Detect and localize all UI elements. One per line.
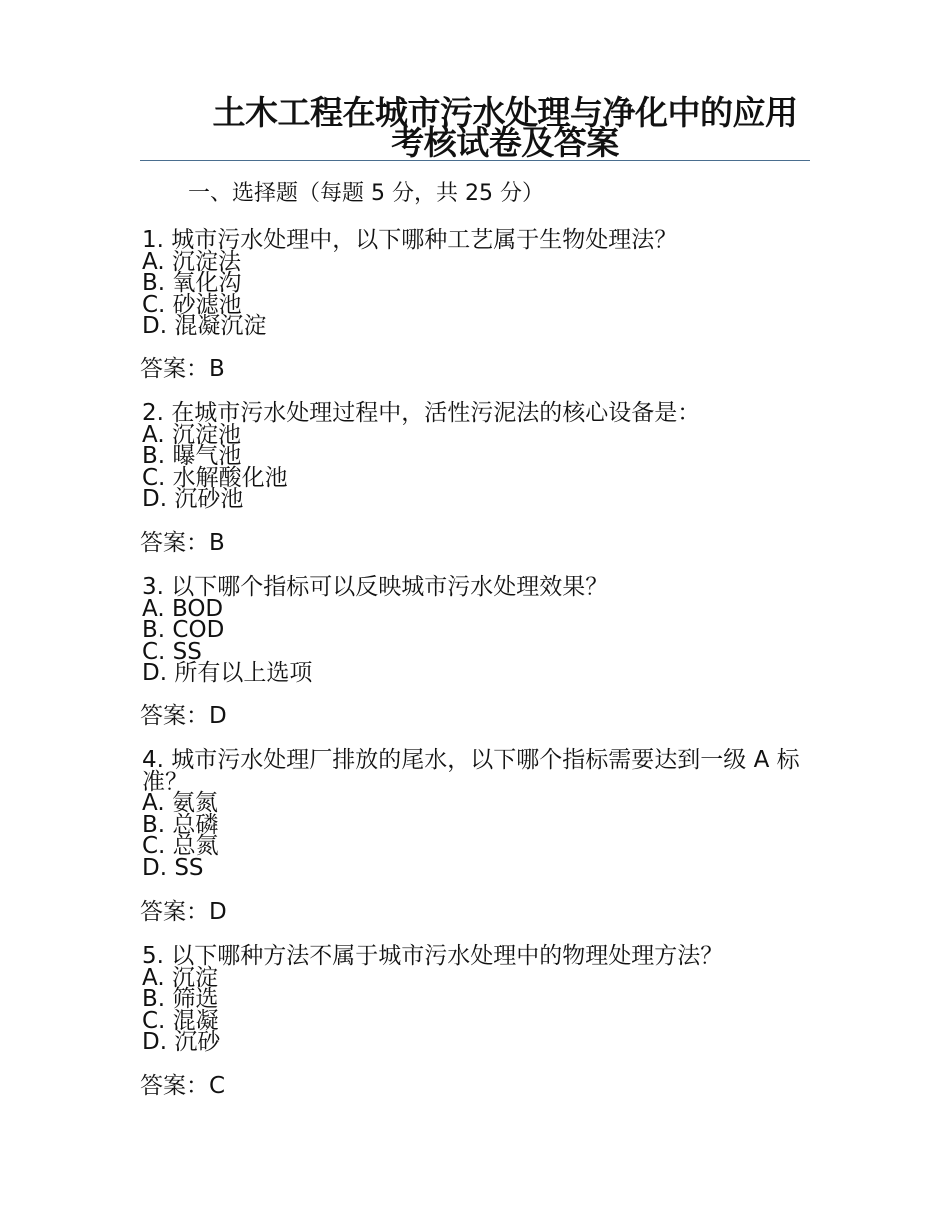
question-stem: 1. 城市污水处理中，以下哪种工艺属于生物处理法？ — [142, 227, 678, 253]
question-5 — [142, 943, 822, 1055]
option-c: C. 总氮 — [142, 833, 219, 859]
question-4 — [142, 747, 802, 881]
option-b: B. 曝气池 — [142, 443, 242, 469]
option-c: C. SS — [142, 638, 202, 665]
option-a: A. BOD — [142, 595, 224, 622]
option-d: D. 沉砂池 — [142, 486, 244, 512]
option-d: D. 沉砂 — [142, 1029, 221, 1055]
option-b: B. 氧化沟 — [142, 270, 242, 296]
question-2 — [142, 400, 822, 512]
option-b: B. COD — [142, 617, 225, 643]
option-a: A. 沉淀 — [142, 964, 218, 991]
question-stem: 2. 在城市污水处理过程中，活性污泥法的核心设备是： — [142, 400, 701, 426]
question-stem: 5. 以下哪种方法不属于城市污水处理中的物理处理方法？ — [142, 943, 724, 969]
question-stem: 4. 城市污水处理厂排放的尾水，以下哪个指标需要达到一级 A 标准？ — [142, 747, 800, 795]
option-c: C. 水解酸化池 — [142, 464, 288, 491]
answer-2: 答案：B — [140, 530, 225, 556]
option-a: A. 沉淀池 — [142, 421, 241, 448]
section-heading: 一、选择题（每题 5 分，共 25 分） — [188, 181, 544, 206]
document-title — [140, 93, 810, 162]
question-3 — [142, 574, 822, 686]
title-line-1: 土木工程在城市污水处理与净化中的应用 — [212, 93, 798, 132]
option-d: D. SS — [142, 854, 204, 881]
option-b: B. 总磷 — [142, 811, 219, 838]
title-underline — [140, 160, 810, 161]
answer-1: 答案：B — [140, 356, 225, 382]
answer-5: 答案：C — [140, 1073, 226, 1099]
question-1 — [142, 227, 822, 339]
option-a: A. 氨氮 — [142, 790, 218, 816]
question-stem: 3. 以下哪个指标可以反映城市污水处理效果？ — [142, 574, 609, 600]
answer-3: 答案：D — [140, 703, 227, 729]
option-b: B. 筛选 — [142, 986, 219, 1012]
title-line-2: 考核试卷及答案 — [391, 123, 619, 162]
option-d: D. 混凝沉淀 — [142, 313, 267, 339]
option-d: D. 所有以上选项 — [142, 660, 313, 686]
answer-4: 答案：D — [140, 899, 227, 925]
option-c: C. 砂滤池 — [142, 291, 242, 318]
option-a: A. 沉淀法 — [142, 248, 241, 275]
option-c: C. 混凝 — [142, 1007, 219, 1034]
